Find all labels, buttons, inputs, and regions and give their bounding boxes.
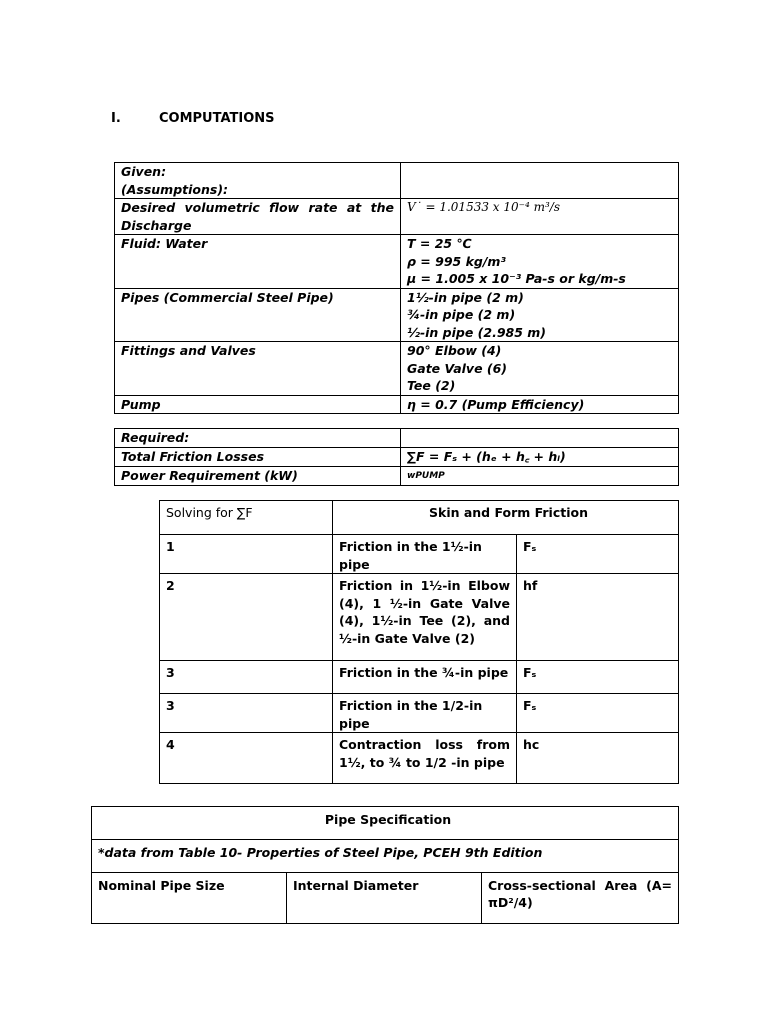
- solving-row: [160, 661, 679, 694]
- given-row-value: T = 25 ℃ ρ = 995 kg/m³ μ = 1.005 x 10⁻³ Pa-s or kg/m-s: [401, 235, 679, 289]
- required-row-value: ∑F = Fₛ + (hₑ + h꜀ + hₗ): [401, 448, 679, 467]
- solving-step: 1: [160, 535, 333, 574]
- solving-symbol: hf: [517, 574, 679, 661]
- required-row-label: Total Friction Losses: [115, 448, 401, 467]
- solving-step: 3: [160, 694, 333, 733]
- given-row-label: Fittings and Valves: [115, 342, 401, 396]
- given-row-label: Fluid: Water: [115, 235, 401, 289]
- pipe-spec-title: Pipe Specification: [92, 807, 679, 840]
- given-row-value: η = 0.7 (Pump Efficiency): [401, 395, 679, 414]
- given-row: [115, 235, 679, 289]
- pipe-spec-col-header: Internal Diameter: [287, 873, 482, 924]
- given-header-line: (Assumptions):: [121, 181, 229, 197]
- section-numeral: I.: [111, 111, 121, 126]
- given-row-value: 90° Elbow (4) Gate Valve (6) Tee (2): [401, 342, 679, 396]
- given-row-label: Desired volumetric flow rate at the Discharge: [115, 199, 401, 235]
- given-row-value: 1½-in pipe (2 m) ¾-in pipe (2 m) ½-in pipe (2.985 m): [401, 288, 679, 342]
- solving-desc: Friction in the ¾-in pipe: [333, 661, 517, 694]
- required-row: [115, 448, 679, 467]
- pipe-spec-header-row: [92, 873, 679, 924]
- given-row-value: V˙ = 1.01533 x 10⁻⁴ m³/s: [401, 199, 679, 235]
- solving-symbol: Fₛ: [517, 694, 679, 733]
- given-row-label: Pump: [115, 395, 401, 414]
- solving-row: [160, 694, 679, 733]
- pipe-spec-col-header: Nominal Pipe Size: [92, 873, 287, 924]
- required-row-label: Power Requirement (kW): [115, 467, 401, 486]
- pipe-spec-col-header: Cross-sectional Area (A= πD²/4): [482, 873, 679, 924]
- solving-symbol: Fₛ: [517, 661, 679, 694]
- solving-table: [159, 500, 679, 784]
- required-row-value: wPUMP: [401, 467, 679, 486]
- given-header-line: Given:: [121, 164, 167, 179]
- given-row: [115, 342, 679, 396]
- required-table: [114, 428, 679, 486]
- required-row: [115, 467, 679, 486]
- pipe-spec-table: [91, 806, 679, 924]
- solving-header-right: Skin and Form Friction: [333, 501, 679, 535]
- solving-row: [160, 535, 679, 574]
- solving-row: [160, 574, 679, 661]
- required-header: Required:: [115, 429, 401, 448]
- solving-symbol: hc: [517, 733, 679, 784]
- solving-step: 2: [160, 574, 333, 661]
- pipe-spec-source: *data from Table 10- Properties of Steel Pipe, PCEH 9th Edition: [92, 840, 679, 873]
- solving-desc: Contraction loss from 1½, to ¾ to 1/2 -in pipe: [333, 733, 517, 784]
- required-header-row: [115, 429, 679, 448]
- given-header-row: [115, 163, 679, 199]
- solving-step: 3: [160, 661, 333, 694]
- given-row-label: Pipes (Commercial Steel Pipe): [115, 288, 401, 342]
- solving-header-left: Solving for ∑F: [160, 501, 333, 535]
- solving-desc: Friction in the 1½-in pipe: [333, 535, 517, 574]
- solving-header-row: [160, 501, 679, 535]
- given-table: [114, 162, 679, 414]
- solving-desc: Friction in the 1/2-in pipe: [333, 694, 517, 733]
- given-row: [115, 395, 679, 414]
- pipe-spec-source-row: [92, 840, 679, 873]
- solving-symbol: Fₛ: [517, 535, 679, 574]
- solving-desc: Friction in 1½-in Elbow (4), 1 ½-in Gate Valve (4), 1½-in Tee (2), and ½-in Gate Valve (2): [333, 574, 517, 661]
- given-row: [115, 199, 679, 235]
- section-title: COMPUTATIONS: [159, 111, 275, 126]
- solving-step: 4: [160, 733, 333, 784]
- solving-row: [160, 733, 679, 784]
- pipe-spec-title-row: [92, 807, 679, 840]
- given-row: [115, 288, 679, 342]
